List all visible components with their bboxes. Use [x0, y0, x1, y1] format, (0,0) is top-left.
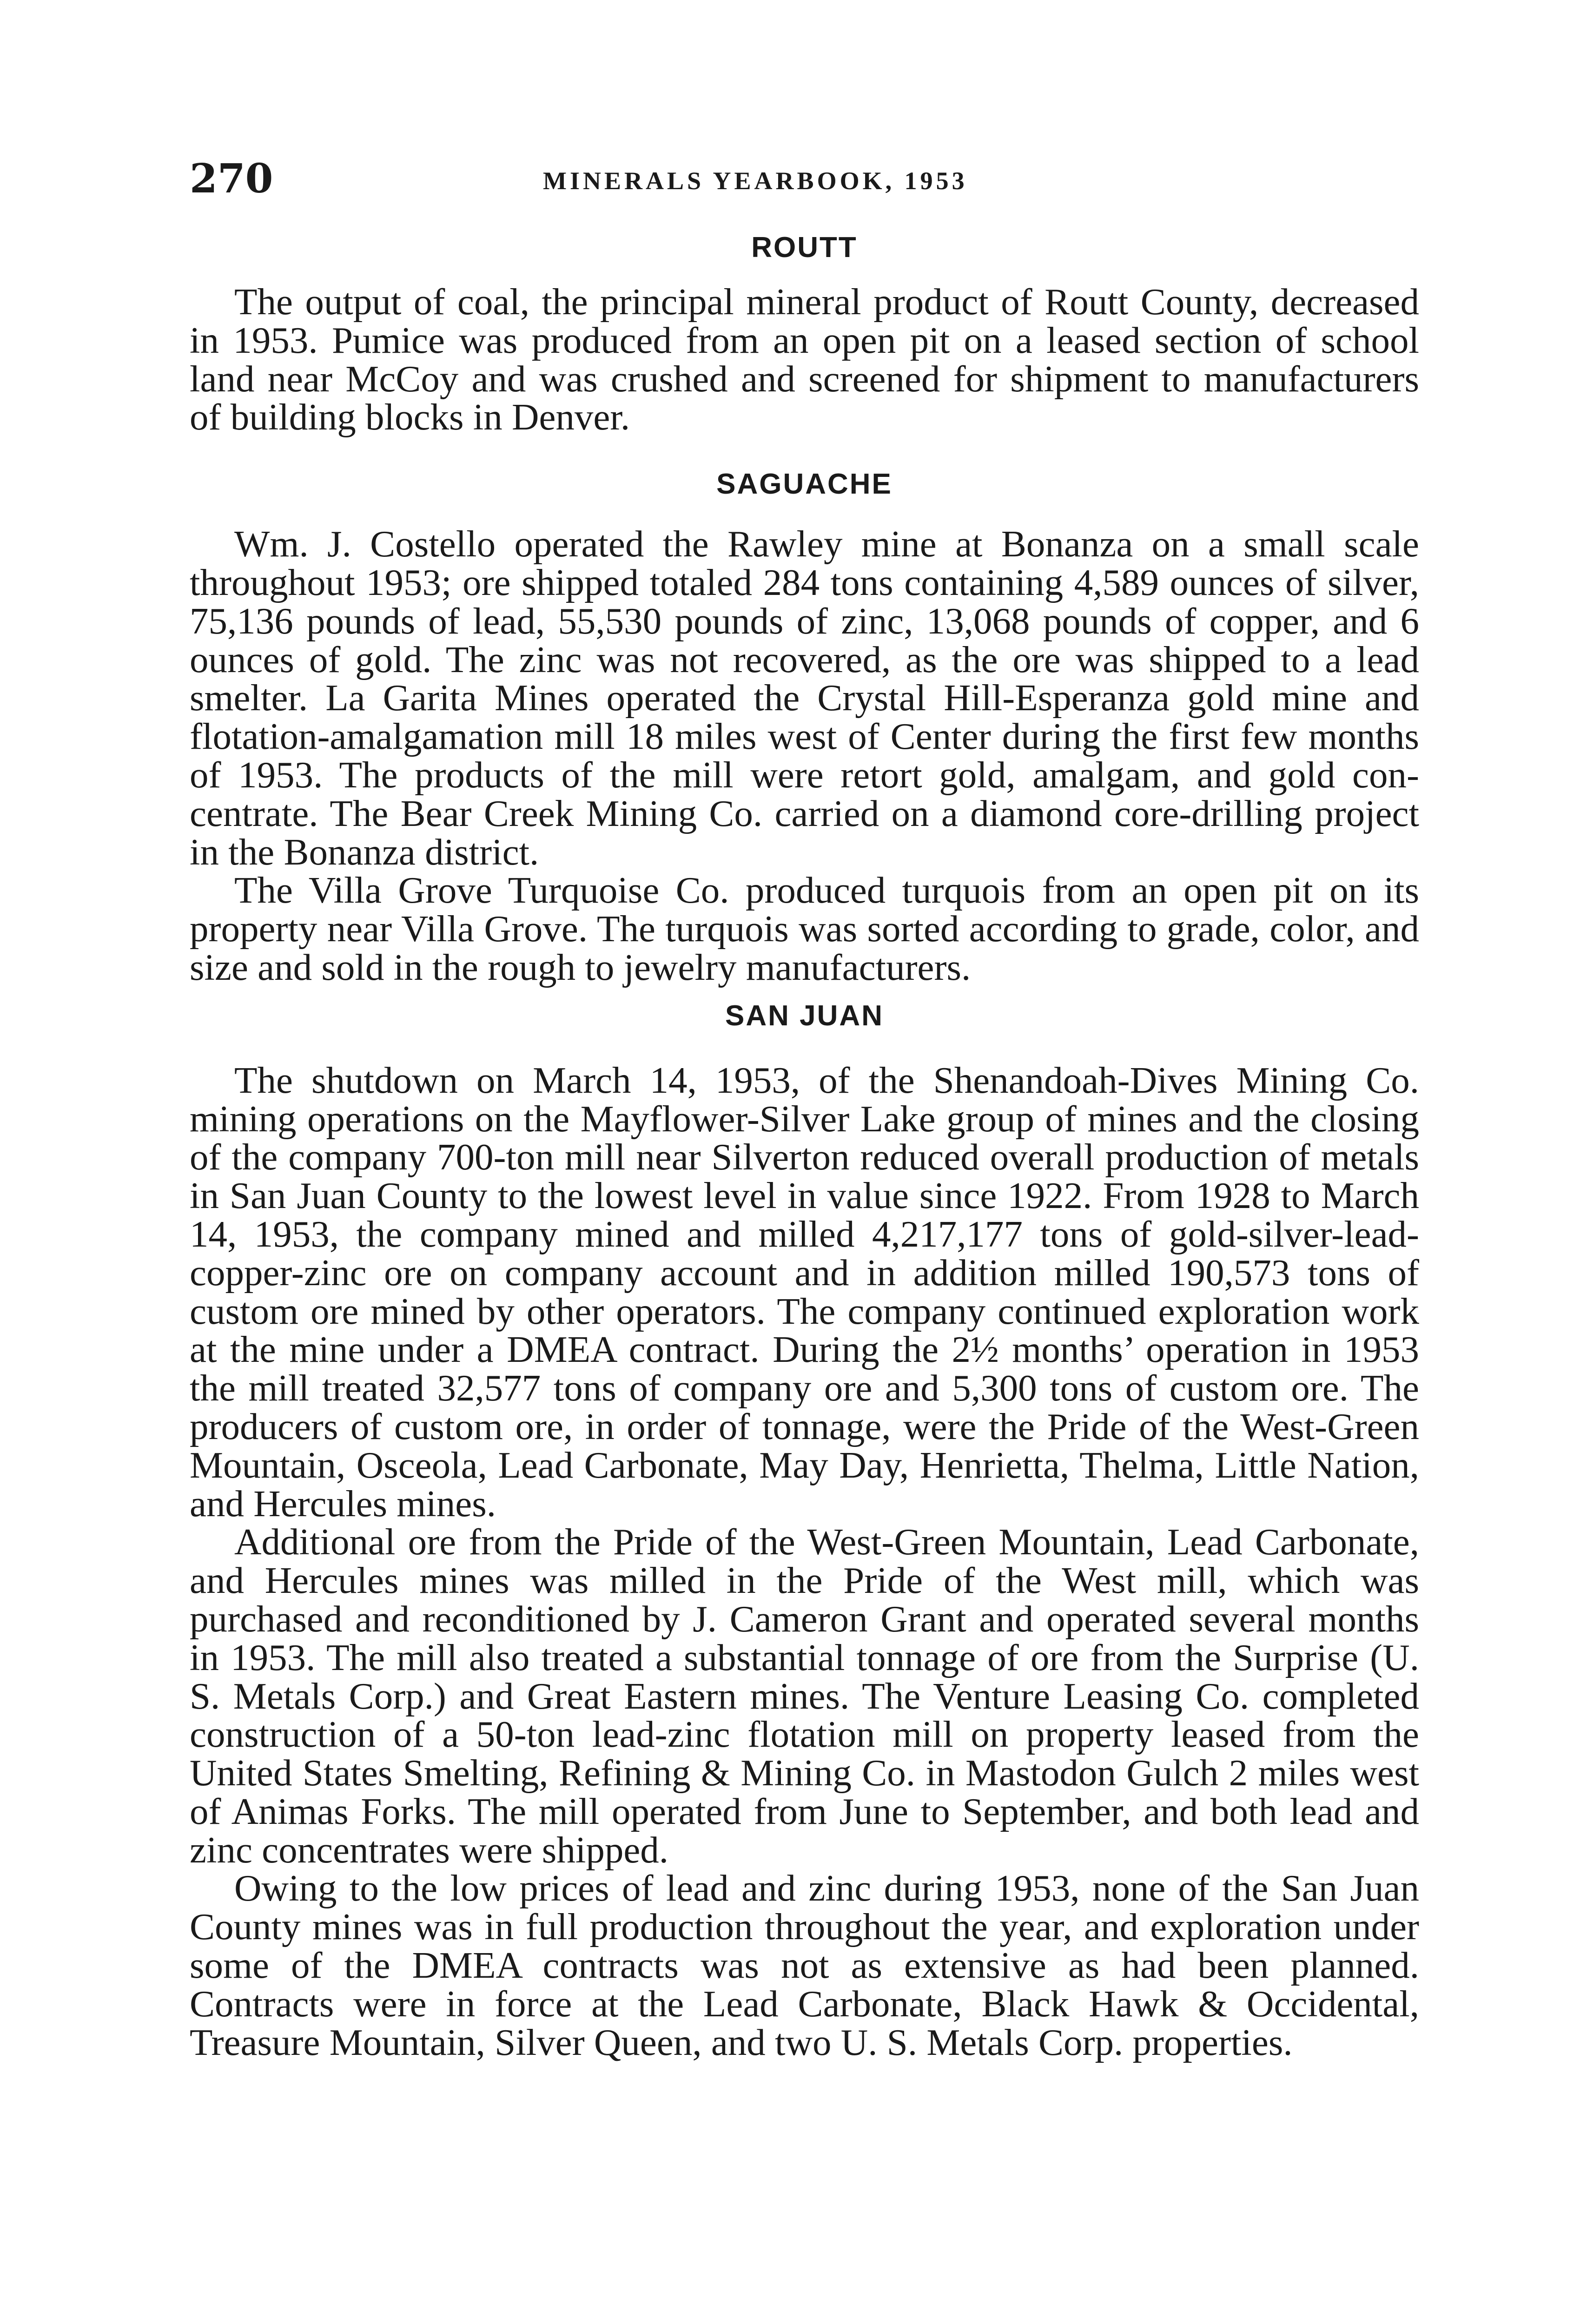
- section-saguache: [190, 463, 1419, 987]
- running-header: [190, 153, 1419, 205]
- page-body: [190, 227, 1419, 2061]
- paragraph: Wm. J. Costello operated the Rawley mine at Bonanza on a small scale throughout 1953; ore shipped totaled 284 tons containing 4,589 ounces of silver, 75,136 pounds of lead, 55,530 pounds of zinc, 13,068 pounds of copper, and 6 ounces of gold. The zinc was not recovered, as the ore was shipped to a lead smelter. La Garita Mines operated the Crystal Hill-Esperanza gold mine and flotation-amalgamation mill 18 miles west of Center during the first few months of 1953. The products of the mill were retort gold, amalgam, and gold concentrate. The Bear Creek Mining Co. carried on a diamond core-drilling project in the Bonanza district.: [190, 523, 1419, 873]
- section-heading-saguache: SAGUACHE: [716, 468, 892, 501]
- running-title: MINERALS YEARBOOK, 1953: [543, 167, 968, 195]
- paragraph: The shutdown on March 14, 1953, of the Shenandoah-Dives Mining Co. mining operations on the Mayflower-Silver Lake group of mines and the closing of the company 700-ton mill near Silverton reduced overall production of metals in San Juan County to the lowest level in value since 1922. From 1928 to March 14, 1953, the company mined and milled 4,217,177 tons of gold-silver-lead-copper-zinc ore on company account and in addition milled 190,573 tons of custom ore mined by other operators. The company continued exploration work at the mine under a DMEA contract. During the 2½ months’ operation in 1953 the mill treated 32,577 tons of company ore and 5,300 tons of custom ore. The producers of custom ore, in order of tonnage, were the Pride of the West-Green Mountain, Osceola, Lead Carbonate, May Day, Henrietta, Thelma, Little Nation, and Hercules mines.: [190, 1059, 1419, 1525]
- section-routt: [190, 227, 1419, 436]
- paragraph: Owing to the low prices of lead and zinc during 1953, none of the San Juan County mines was in full production throughout the year, and exploration under some of the DMEA contracts was not as extensive as had been planned. Contracts were in force at the Lead Carbonate, Black Hawk & Occidental, Treasure Mountain, Silver Queen, and two U. S. Metals Corp. properties.: [190, 1867, 1419, 2063]
- paragraph: Additional ore from the Pride of the West-Green Mountain, Lead Carbonate, and Hercules mines was milled in the Pride of the West mill, which was purchased and reconditioned by J. Cameron Grant and operated several months in 1953. The mill also treated a substantial tonnage of ore from the Surprise (U. S. Metals Corp.) and Great Eastern mines. The Venture Leasing Co. completed construction of a 50-ton lead-zinc flotation mill on property leased from the United States Smelting, Refining & Mining Co. in Mastodon Gulch 2 miles west of Animas Forks. The mill operated from June to September, and both lead and zinc concentrates were shipped.: [190, 1521, 1419, 1871]
- page-number: 270: [190, 155, 273, 202]
- paragraph: The Villa Grove Turquoise Co. produced turquois from an open pit on its property near Villa Grove. The turquois was sorted according to grade, color, and size and sold in the rough to jewelry manufacturers.: [190, 869, 1419, 988]
- paragraph: The output of coal, the principal mineral product of Routt County, decreased in 1953. Pumice was produced from an open pit on a leased section of school land near McCoy and was crushed and screened for shipment to manufacturers of building blocks in Denver.: [190, 281, 1419, 438]
- section-san-juan: [190, 995, 1419, 2062]
- section-heading-san-juan: SAN JUAN: [725, 999, 884, 1032]
- section-heading-routt: ROUTT: [751, 231, 858, 264]
